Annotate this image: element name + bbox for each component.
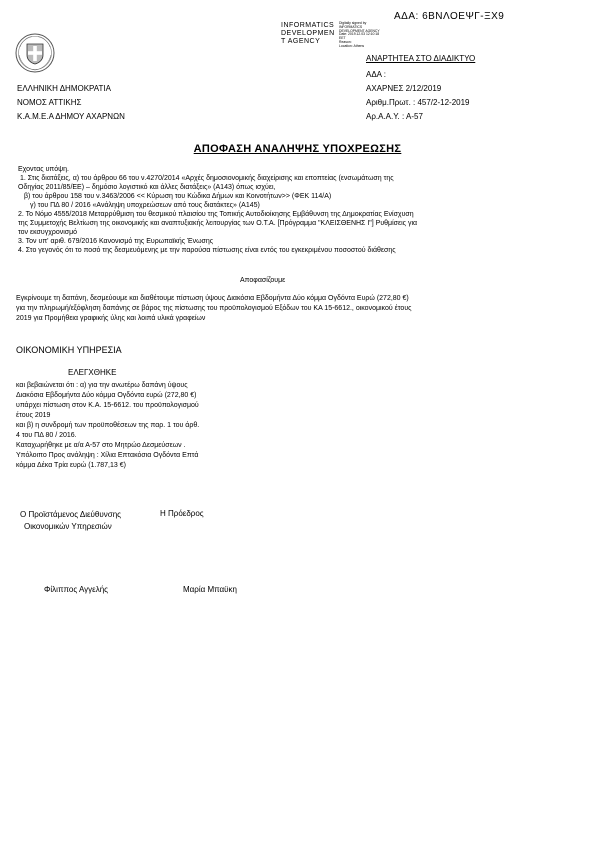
- financial-service-heading: ΟΙΚΟΝΟΜΙΚΗ ΥΠΗΡΕΣΙΑ: [16, 345, 122, 355]
- issuer-line: ΕΛΛΗΝΙΚΗ ΔΗΜΟΚΡΑΤΙΑ: [17, 84, 111, 93]
- consideration-line: 4. Στο γεγονός ότι το ποσό της δεσμευόμενης με την παρούσα πίστωσης είναι εντός του εγκεκριμένου ποσοστού διάθεσης: [18, 247, 396, 254]
- consideration-line: γ) του ΠΔ 80 / 2016 «Ανάληψη υποχρεώσεων από τους διατάκτες» (Α145): [30, 202, 260, 209]
- director-name: Φίλιππος Αγγελής: [44, 585, 109, 594]
- president-name: Μαρία Μπαϋκη: [183, 585, 237, 594]
- consideration-line: τον εκσυγχρονισμό: [18, 229, 78, 236]
- checked-heading: ΕΛΕΓΧΘΗΚΕ: [68, 368, 117, 377]
- greek-emblem-icon: [15, 33, 55, 73]
- ada-field: ΑΔΑ :: [366, 70, 387, 79]
- issuer-line: Κ.Α.Μ.Ε.Α ΔΗΜΟΥ ΑΧΑΡΝΩΝ: [17, 112, 125, 121]
- checked-line: υπάρχει πίστωση στον Κ.Α. 15-6612. του προϋπολογισμού: [16, 402, 199, 409]
- decision-text: [16, 294, 412, 324]
- president-title: Η Πρόεδρος: [160, 509, 204, 518]
- document-title: ΑΠΟΦΑΣΗ ΑΝΑΛΗΨΗΣ ΥΠΟΧΡΕΩΣΗΣ: [193, 143, 402, 155]
- stamp-line: Location: Athens: [339, 43, 365, 48]
- stamp-line: EET: [339, 36, 346, 41]
- director-title: [20, 509, 121, 533]
- stamp-line: DEVELOPMENT AGENCY: [339, 28, 380, 33]
- consideration-line: Εχοντας υπόψη.: [18, 166, 69, 173]
- decision-line: 2019 για Προμήθεια γραφικής ύλης και λοιπά υλικά γραφείων: [16, 315, 206, 322]
- agency-line: DEVELOPMEN: [281, 30, 335, 37]
- agency-line: INFORMATICS: [281, 22, 335, 29]
- director-title-line: Ο Προϊστάμενος Διεύθυνσης: [20, 510, 121, 519]
- protocol-info: [366, 68, 470, 124]
- consideration-line: της Συμμετοχής Βελτίωση της οικονομικής και αναπτυξιακής λειτουργίας των Ο.Τ.Α. [Πρόγραμμα "ΚΛΕΙΣΘΕΝΗΣ Ι"] Ρυθμίσεις για: [18, 220, 418, 227]
- decision-heading: Αποφασίζουμε: [240, 277, 286, 284]
- stamp-line: Digitally signed by: [339, 21, 367, 25]
- date-field: ΑΧΑΡΝΕΣ 2/12/2019: [366, 84, 442, 93]
- checked-text: [16, 381, 199, 471]
- checked-line: και β) η συνδρομή των προϋποθέσεων της παρ. 1 του άρθ.: [16, 422, 200, 429]
- digital-signature-stamp: [339, 22, 380, 49]
- consideration-line: 1. Στις διατάξεις, α) του άρθρου 66 του ν.4270/2014 «Αρχές δημοσιονομικής διαχείρισης και εποπτείας (ενσωμάτωση της: [20, 175, 394, 182]
- protocol-number: Αριθμ.Πρωτ. : 457/2-12-2019: [366, 98, 470, 107]
- consideration-line: Οδηγίας 2011/85/ΕΕ) – δημόσιο λογιστικό και άλλες διατάξεις» (Α143) όπως ισχύει,: [18, 184, 276, 191]
- checked-line: Καταχωρήθηκε με α/α Α-57 στο Μητρώο Δεσμεύσεων .: [16, 442, 186, 449]
- post-online-label: ΑΝΑΡΤΗΤΕΑ ΣΤΟ ΔΙΑΔΙΚΤΥΟ: [366, 54, 476, 63]
- checked-line: κόμμα Δέκα Τρία ευρώ (1.787,13 €): [16, 462, 126, 469]
- consideration-line: 2. Το Νόμο 4555/2018 Μεταρρύθμιση του θεσμικού πλαισίου της Τοπικής Αυτοδιοίκησης Εμβάθυνση της Δημοκρατίας Ενίσχυση: [18, 211, 414, 218]
- issuer-block: [17, 82, 125, 124]
- stamp-line: Reason:: [339, 39, 352, 44]
- stamp-line: INFORMATICS: [339, 24, 363, 29]
- director-title-line: Οικονομικών Υπηρεσιών: [24, 522, 112, 531]
- checked-line: Υπόλοιπο Προς ανάληψη : Χίλια Επτακόσια Ογδόντα Επτά: [16, 452, 199, 459]
- consideration-line: 3. Τον υπ' αριθ. 679/2016 Κανονισμό της Ευρωπαϊκής Ένωσης: [18, 238, 214, 245]
- checked-line: και βεβαιώνεται ότι : α) για την ανωτέρω δαπάνη ύψους: [16, 382, 188, 389]
- checked-line: Διακόσια Εβδομήντα Δύο κόμμα Ογδόντα ευρώ (272,80 €): [16, 392, 197, 399]
- checked-line: 4 του ΠΔ 80 / 2016.: [16, 432, 77, 439]
- agency-name: [281, 22, 335, 46]
- checked-line: έτους 2019: [16, 412, 51, 419]
- ada-code: ΑΔΑ: 6ΒΝΛΟΕΨΓ-ΞΧ9: [394, 11, 505, 22]
- issuer-line: ΝΟΜΟΣ ΑΤΤΙΚΗΣ: [17, 98, 82, 107]
- aay-number: Αρ.Α.Α.Υ. : Α-57: [366, 112, 423, 121]
- stamp-line: Date: 2019.12.03 12:10:18: [339, 32, 380, 37]
- considerations: [18, 165, 417, 255]
- agency-line: T AGENCY: [281, 38, 321, 45]
- decision-line: Εγκρίνουμε τη δαπάνη, δεσμεύουμε και διαθέτουμε πίστωση ύψους Διακόσια Εβδομήντα Δύο κόμμα Ογδόντα Ευρώ (272,80 €): [16, 295, 409, 302]
- decision-line: για την πληρωμή/εξόφληση δαπάνης σε βάρος της πίστωσης του προϋπολογισμού Εξόδων του ΚΑ 15-6612., οικονομικού έτους: [16, 305, 412, 312]
- consideration-line: β) του άρθρου 158 του ν.3463/2006 << Κύρωση του Κώδικα Δήμων και Κοινοτήτων>> (ΦΕΚ 114/Α): [24, 193, 332, 200]
